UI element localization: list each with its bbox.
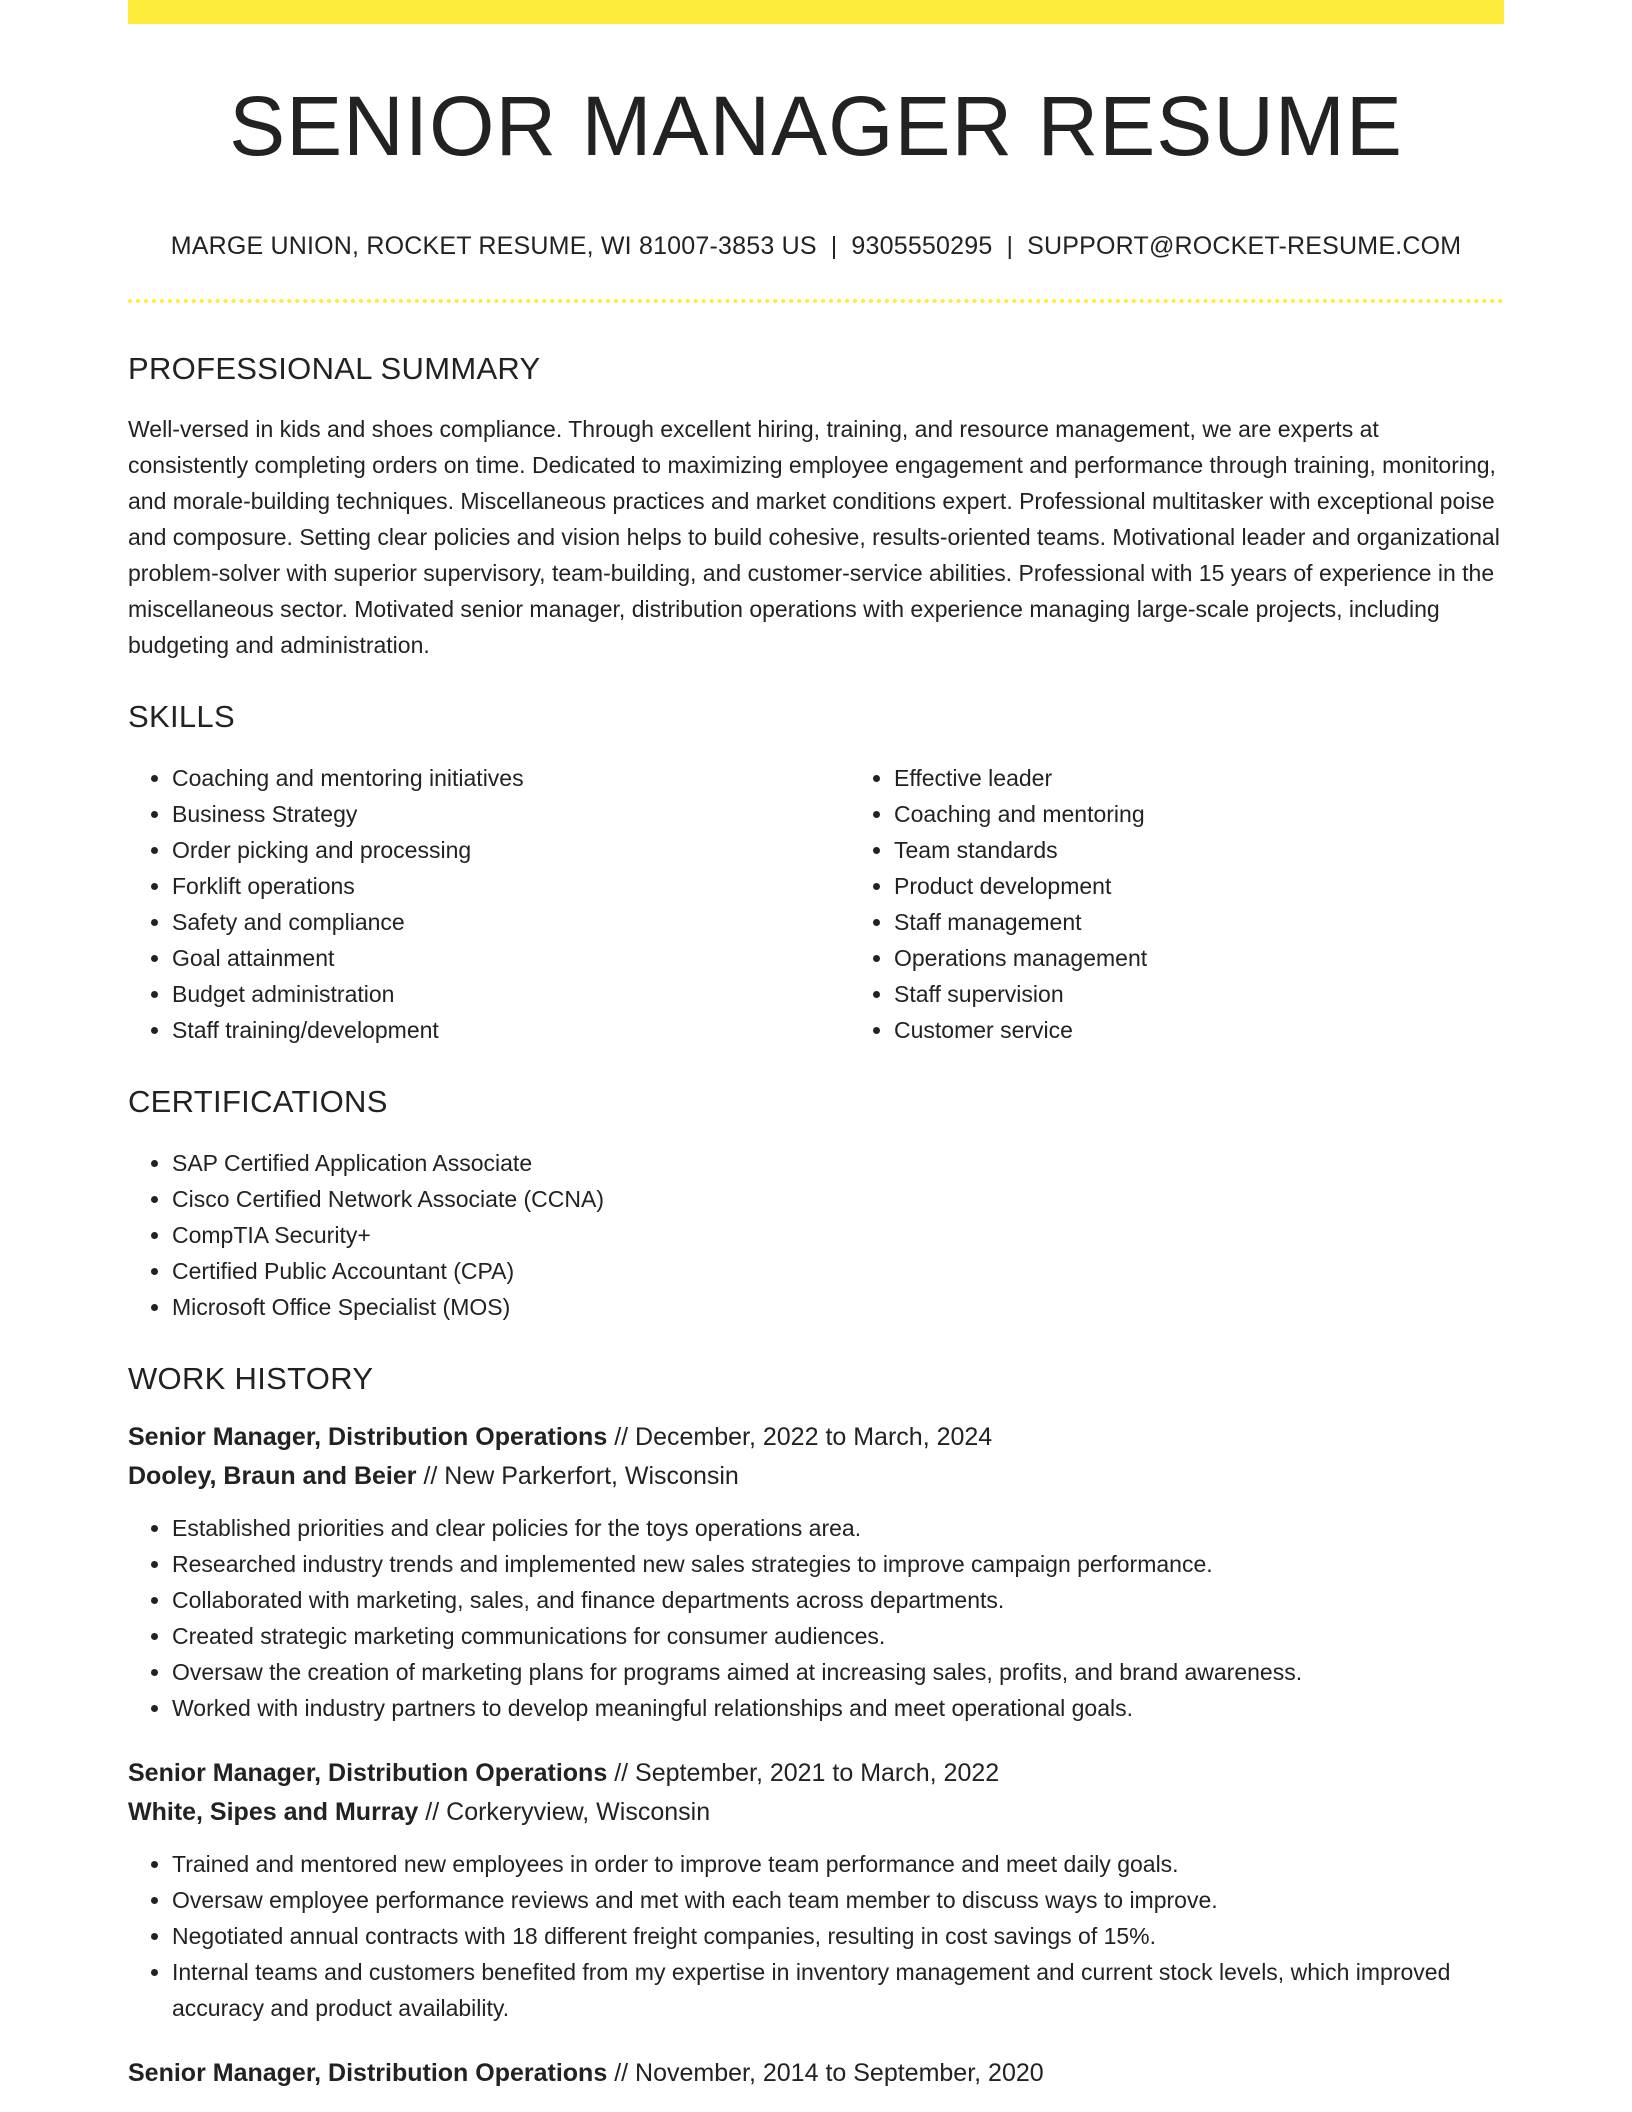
job-dates: November, 2014 to September, 2020	[635, 2059, 1044, 2087]
dotted-divider	[128, 299, 1504, 303]
skill-item: • Budget administration	[172, 976, 850, 1012]
job-role-line	[128, 1418, 1504, 1457]
job-separator: //	[418, 1798, 447, 1826]
job-bullet: • Negotiated annual contracts with 18 different freight companies, resulting in cost savings of 15%.	[172, 1918, 1504, 1954]
job-role: Senior Manager, Distribution Operations	[128, 2059, 608, 2087]
job-entry	[128, 1754, 1504, 2026]
work-history-heading: WORK HISTORY	[128, 1361, 374, 1396]
certifications-heading: CERTIFICATIONS	[128, 1084, 388, 1119]
skill-item: • Coaching and mentoring	[894, 796, 1572, 832]
summary-text: Well-versed in kids and shoes compliance. Through excellent hiring, training, and resource management, we are experts at consistently completing orders on time. Dedicated to maximizing employee engagement and performance through training, monitoring, and morale-building techniques. Miscellaneous practices and market conditions expert. Professional multitasker with exceptional poise and composure. Setting clear policies and vision helps to build cohesive, results-oriented teams. Motivational leader and organizational problem-solver with superior supervisory, team-building, and customer-service abilities. Professional with 15 years of experience in the miscellaneous sector. Motivated senior manager, distribution operations with experience managing large-scale projects, including budgeting and administration.	[128, 416, 1500, 658]
job-bullet: • Oversaw the creation of marketing plans for programs aimed at increasing sales, profits, and brand awareness.	[172, 1654, 1504, 1690]
skill-item: • Order picking and processing	[172, 832, 850, 868]
certifications-list	[128, 1145, 1504, 1325]
skill-item: • Staff training/development	[172, 1012, 850, 1048]
skills-columns	[128, 760, 1504, 1048]
skill-item: • Forklift operations	[172, 868, 850, 904]
certification-item: • Microsoft Office Specialist (MOS)	[172, 1289, 1504, 1325]
job-company: White, Sipes and Murray	[128, 1798, 419, 1826]
certification-item: • Cisco Certified Network Associate (CCNA)	[172, 1181, 1504, 1217]
job-separator: //	[607, 2059, 636, 2087]
certification-item: • Certified Public Accountant (CPA)	[172, 1253, 1504, 1289]
job-bullet: • Worked with industry partners to develop meaningful relationships and meet operational goals.	[172, 1690, 1504, 1726]
job-dates: September, 2021 to March, 2022	[635, 1759, 1000, 1787]
job-bullet: • Established priorities and clear policies for the toys operations area.	[172, 1510, 1504, 1546]
job-bullet: • Created strategic marketing communications for consumer audiences.	[172, 1618, 1504, 1654]
summary-section	[128, 353, 1504, 663]
accent-top-bar	[128, 0, 1504, 24]
skills-heading: SKILLS	[128, 699, 235, 734]
skill-item: • Staff supervision	[894, 976, 1572, 1012]
skill-item: • Product development	[894, 868, 1572, 904]
job-role: Senior Manager, Distribution Operations	[128, 1759, 608, 1787]
skill-item: • Team standards	[894, 832, 1572, 868]
contact-address: MARGE UNION, ROCKET RESUME, WI 81007-3853 US	[170, 232, 817, 260]
job-location: Corkeryview, Wisconsin	[446, 1798, 711, 1826]
job-company: Dooley, Braun and Beier	[128, 1462, 417, 1490]
job-separator: //	[416, 1462, 445, 1490]
summary-heading: PROFESSIONAL SUMMARY	[128, 351, 541, 386]
job-bullet: • Collaborated with marketing, sales, and finance departments across departments.	[172, 1582, 1504, 1618]
contact-separator: |	[830, 232, 838, 260]
job-bullet: • Trained and mentored new employees in order to improve team performance and meet daily goals.	[172, 1846, 1504, 1882]
skill-item: • Staff management	[894, 904, 1572, 940]
job-separator: //	[607, 1423, 636, 1451]
job-bullet: • Internal teams and customers benefited from my expertise in inventory management and current stock levels, which improved accuracy and product availability.	[172, 1954, 1504, 2026]
skills-section	[128, 701, 1504, 1048]
job-bullets	[128, 1510, 1504, 1726]
job-entry	[128, 2054, 1504, 2093]
skill-item: • Coaching and mentoring initiatives	[172, 760, 850, 796]
job-bullet: • Researched industry trends and implemented new sales strategies to improve campaign performance.	[172, 1546, 1504, 1582]
job-role-line	[128, 1754, 1504, 1793]
skill-item: • Customer service	[894, 1012, 1572, 1048]
certifications-section	[128, 1086, 1504, 1325]
contact-phone[interactable]: 9305550295	[851, 232, 993, 260]
skill-item: • Operations management	[894, 940, 1572, 976]
certification-item: • SAP Certified Application Associate	[172, 1145, 1504, 1181]
skill-item: • Goal attainment	[172, 940, 850, 976]
resume-page	[128, 0, 1504, 2093]
contact-line	[128, 234, 1504, 259]
skill-item: • Business Strategy	[172, 796, 850, 832]
contact-email[interactable]: SUPPORT@ROCKET-RESUME.COM	[1027, 232, 1462, 260]
job-bullets	[128, 1846, 1504, 2026]
certification-item: • CompTIA Security+	[172, 1217, 1504, 1253]
job-dates: December, 2022 to March, 2024	[635, 1423, 993, 1451]
skill-item: • Safety and compliance	[172, 904, 850, 940]
job-company-line	[128, 1793, 1504, 1832]
job-company-line	[128, 1457, 1504, 1496]
contact-separator: |	[1006, 232, 1014, 260]
skills-list-left	[128, 760, 850, 1048]
job-location: New Parkerfort, Wisconsin	[444, 1462, 739, 1490]
job-separator: //	[607, 1759, 636, 1787]
page-title: SENIOR MANAGER RESUME	[229, 79, 1403, 173]
work-history-section	[128, 1363, 1504, 2093]
job-bullet: • Oversaw employee performance reviews and met with each team member to discuss ways to improve.	[172, 1882, 1504, 1918]
skill-item: • Effective leader	[894, 760, 1572, 796]
job-role-line	[128, 2054, 1504, 2093]
job-entry	[128, 1418, 1504, 1726]
job-role: Senior Manager, Distribution Operations	[128, 1423, 608, 1451]
skills-list-right	[850, 760, 1572, 1048]
